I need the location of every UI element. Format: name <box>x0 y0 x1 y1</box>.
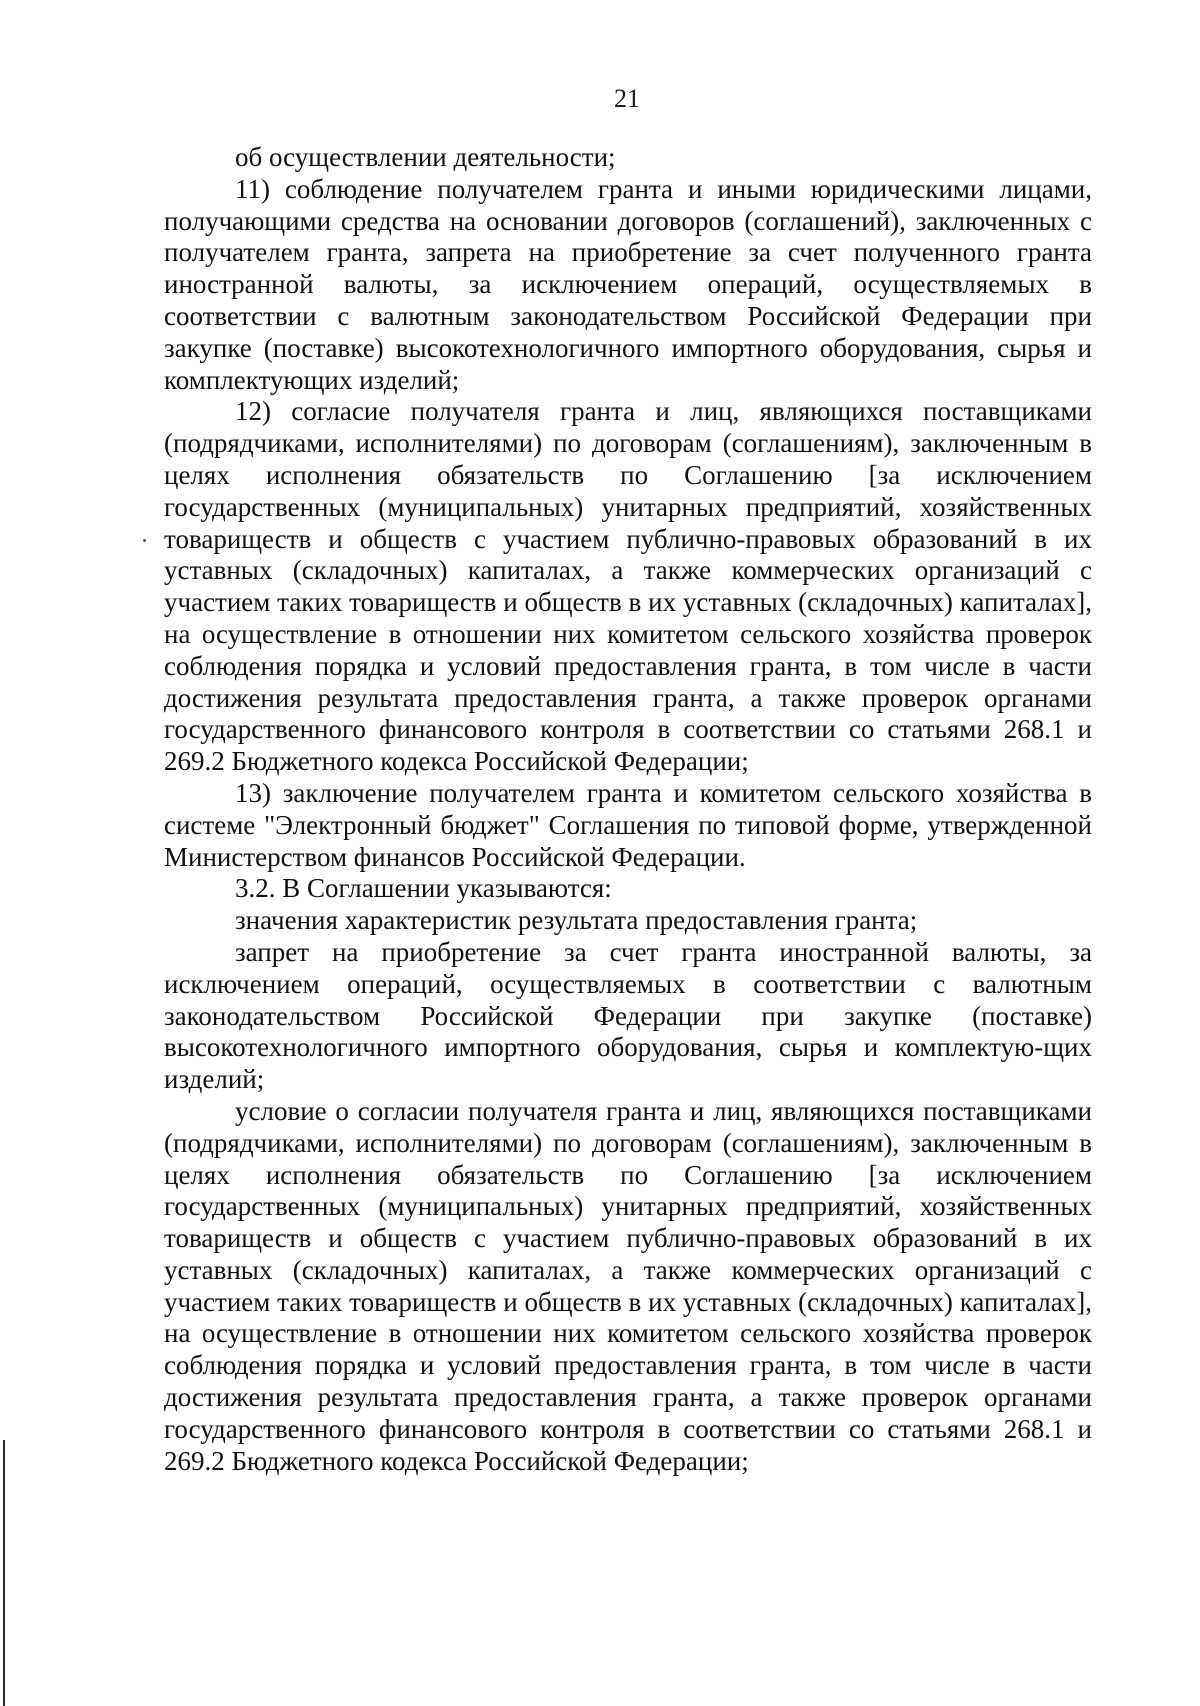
paragraph-item-13: 13) заключение получателем гранта и комитетом сельского хозяйства в системе "Электронный бюджет" Соглашения по типовой форме, утвержденной Министерством финансов Российской Федерации. <box>164 777 1092 872</box>
scan-artifact-edge <box>3 1440 5 1706</box>
paragraph-consent-condition: условие о согласии получателя гранта и лиц, являющихся поставщиками (подрядчиками, исполнителями) по договорам (соглашениям), заключенным в целях исполнения обязательств по Соглашению [за исключением государственных (муниципальных) унитарных предприятий, хозяйственных товариществ и обществ с участием публично-правовых образований в их уставных (складочных) капиталах, а также коммерческих организаций с участием таких товариществ и обществ в их уставных (складочных) капиталах], на осуществление в отношении них комитетом сельского хозяйства проверок соблюдения порядка и условий предоставления гранта, в том числе в части достижения результата предоставления гранта, а также проверок органами государственного финансового контроля в соответствии со статьями 268.1 и 269.2 Бюджетного кодекса Российской Федерации; <box>164 1095 1092 1476</box>
paragraph-continuation: об осуществлении деятельности; <box>235 142 616 172</box>
scan-artifact-dot <box>143 539 146 542</box>
paragraph-currency-prohibition: запрет на приобретение за счет гранта иностранной валюты, за исключением операций, осуществляемых в соответствии с валютным законодательством Российской Федерации при закупке (поставке) высокотехнологичного импортного оборудования, сырья и комплектую-щих изделий; <box>164 936 1092 1095</box>
paragraph-result-characteristics: значения характеристик результата предоставления гранта; <box>235 905 918 936</box>
page-number: 21 <box>614 84 640 113</box>
paragraph-item-11: 11) соблюдение получателем гранта и иными юридическими лицами, получающими средства на основании договоров (соглашений), заключенных с получателем гранта, запрета на приобретение за счет полученного гранта иностранной валюты, за исключением операций, осуществляемых в соответствии с валютным законодательством Российской Федерации при закупке (поставке) высокотехнологичного импортного оборудования, сырья и комплектующих изделий; <box>164 173 1092 395</box>
document-body <box>164 142 1092 1477</box>
paragraph-section-3-2: 3.2. В Соглашении указываются: <box>235 873 612 904</box>
paragraph-item-12: 12) согласие получателя гранта и лиц, являющихся поставщиками (подрядчиками, исполнителями) по договорам (соглашениям), заключенным в целях исполнения обязательств по Соглашению [за исключением государственных (муниципальных) унитарных предприятий, хозяйственных товариществ и обществ с участием публично-правовых образований в их уставных (складочных) капиталах, а также коммерческих организаций с участием таких товариществ и обществ в их уставных (складочных) капиталах], на осуществление в отношении них комитетом сельского хозяйства проверок соблюдения порядка и условий предоставления гранта, в том числе в части достижения результата предоставления гранта, а также проверок органами государственного финансового контроля в соответствии со статьями 268.1 и 269.2 Бюджетного кодекса Российской Федерации; <box>164 396 1092 777</box>
